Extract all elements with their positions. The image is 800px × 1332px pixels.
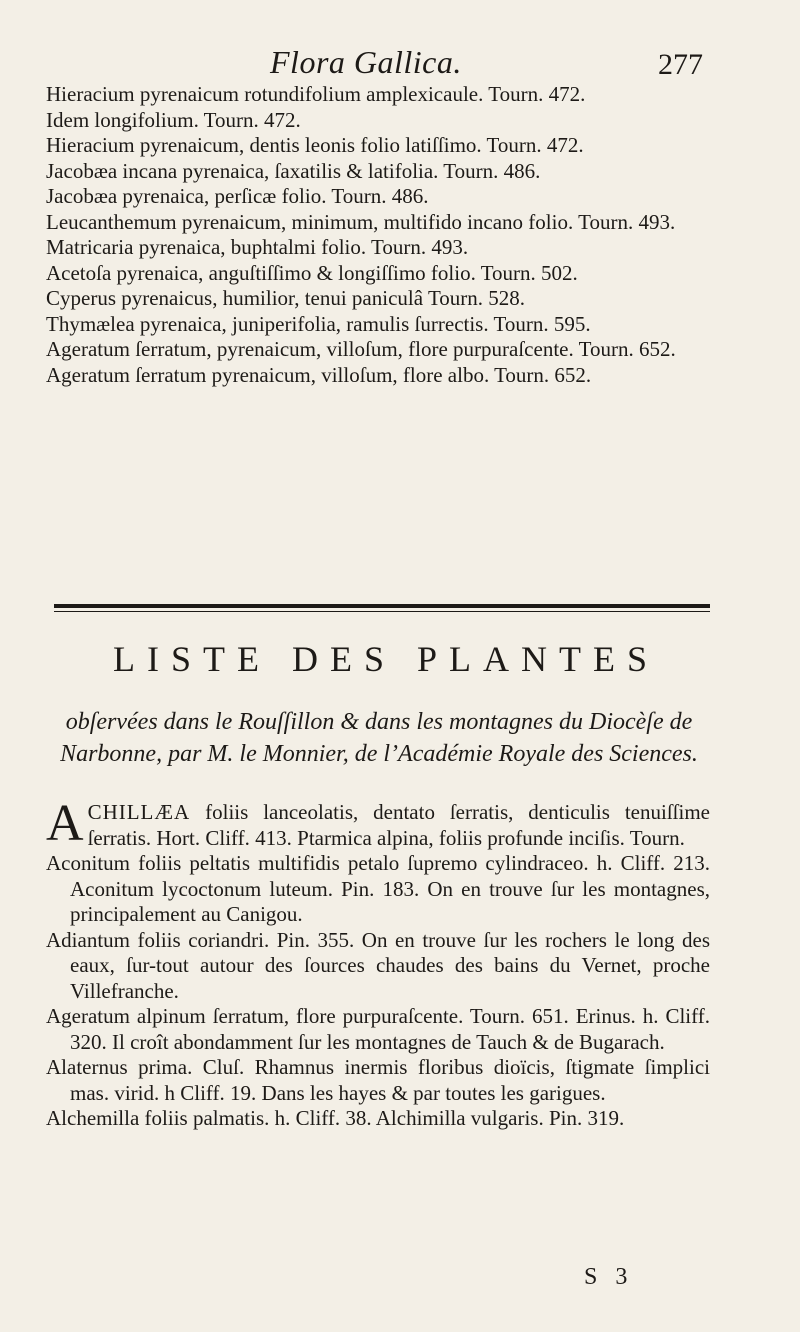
list-item: Idem longifolium. Tourn. 472. [46,107,301,132]
signature-mark: S 3 [584,1264,634,1290]
entry-text: foliis lanceolatis, dentato ſerratis, denticulis tenuiſſime ſerratis. Hort. Cliff. 413. Ptarmica alpina, foliis profunde inciſis. Tourn. [87,800,710,850]
section-rule-thin [54,611,710,612]
entry-head: CHILLÆA [87,800,191,824]
drop-cap: A [46,795,84,852]
section-title: LISTE DES PLANTES [113,639,659,679]
running-head: Flora Gallica. [270,44,462,80]
list-item-first [46,795,710,852]
list-item: Alchemilla foliis palmatis. h. Cliff. 38. Alchimilla vulgaris. Pin. 319. [46,1106,625,1130]
list-item: Matricaria pyrenaica, buphtalmi folio. Tourn. 493. [46,235,469,259]
list-item: Cyperus pyrenaicus, humilior, tenui paniculâ Tourn. 528. [46,286,526,310]
list-item: Leucanthemum pyrenaicum, minimum, multifido incano folio. Tourn. 493. [46,209,676,234]
plant-list-bottom [46,795,710,1132]
list-item: Aconitum foliis peltatis multifidis petalo ſupremo cylindraceo. h. Cliff. 213. Aconitum lycoctonum luteum. Pin. 183. On en trouve ſur les montagnes, principalement au Canigou. [46,851,710,926]
list-item: Hieracium pyrenaicum rotundifolium amplexicaule. Tourn. 472. [46,82,586,106]
page-number: 277 [658,48,703,81]
section-subtitle: obſervées dans le Rouſſillon & dans les montagnes du Diocèſe de Narbonne, par M. le Monnier, de l’Académie Royale des Sciences. [60,709,698,767]
list-item: Acetoſa pyrenaica, anguſtiſſimo & longiſſimo folio. Tourn. 502. [46,260,578,285]
list-item: Thymælea pyrenaica, juniperifolia, ramulis ſurrectis. Tourn. 595. [46,311,591,336]
section-rule [54,604,710,608]
list-item: Ageratum ſerratum pyrenaicum, villoſum, flore albo. Tourn. 652. [46,362,592,387]
list-item: Jacobæa incana pyrenaica, ſaxatilis & latifolia. Tourn. 486. [46,158,541,183]
list-item: Hieracium pyrenaicum, dentis leonis folio latiſſimo. Tourn. 472. [46,133,584,157]
plant-list-top [46,82,710,388]
list-item: Alaternus prima. Cluſ. Rhamnus inermis floribus dioïcis, ſtigmate ſimplici mas. virid. h Cliff. 19. Dans les hayes & par toutes les garigues. [46,1055,710,1105]
list-item: Ageratum ſerratum, pyrenaicum, villoſum, flore purpuraſcente. Tourn. 652. [46,337,676,361]
list-item: Ageratum alpinum ſerratum, flore purpuraſcente. Tourn. 651. Erinus. h. Cliff. 320. Il croît abondamment ſur les montagnes de Tauch & de Bugarach. [46,1004,710,1054]
list-item: Jacobæa pyrenaica, perſicæ folio. Tourn. 486. [46,184,429,208]
list-item: Adiantum foliis coriandri. Pin. 355. On en trouve ſur les rochers le long des eaux, ſur-tout autour des ſources chaudes des bains du Vernet, proche Villefranche. [46,927,710,1003]
